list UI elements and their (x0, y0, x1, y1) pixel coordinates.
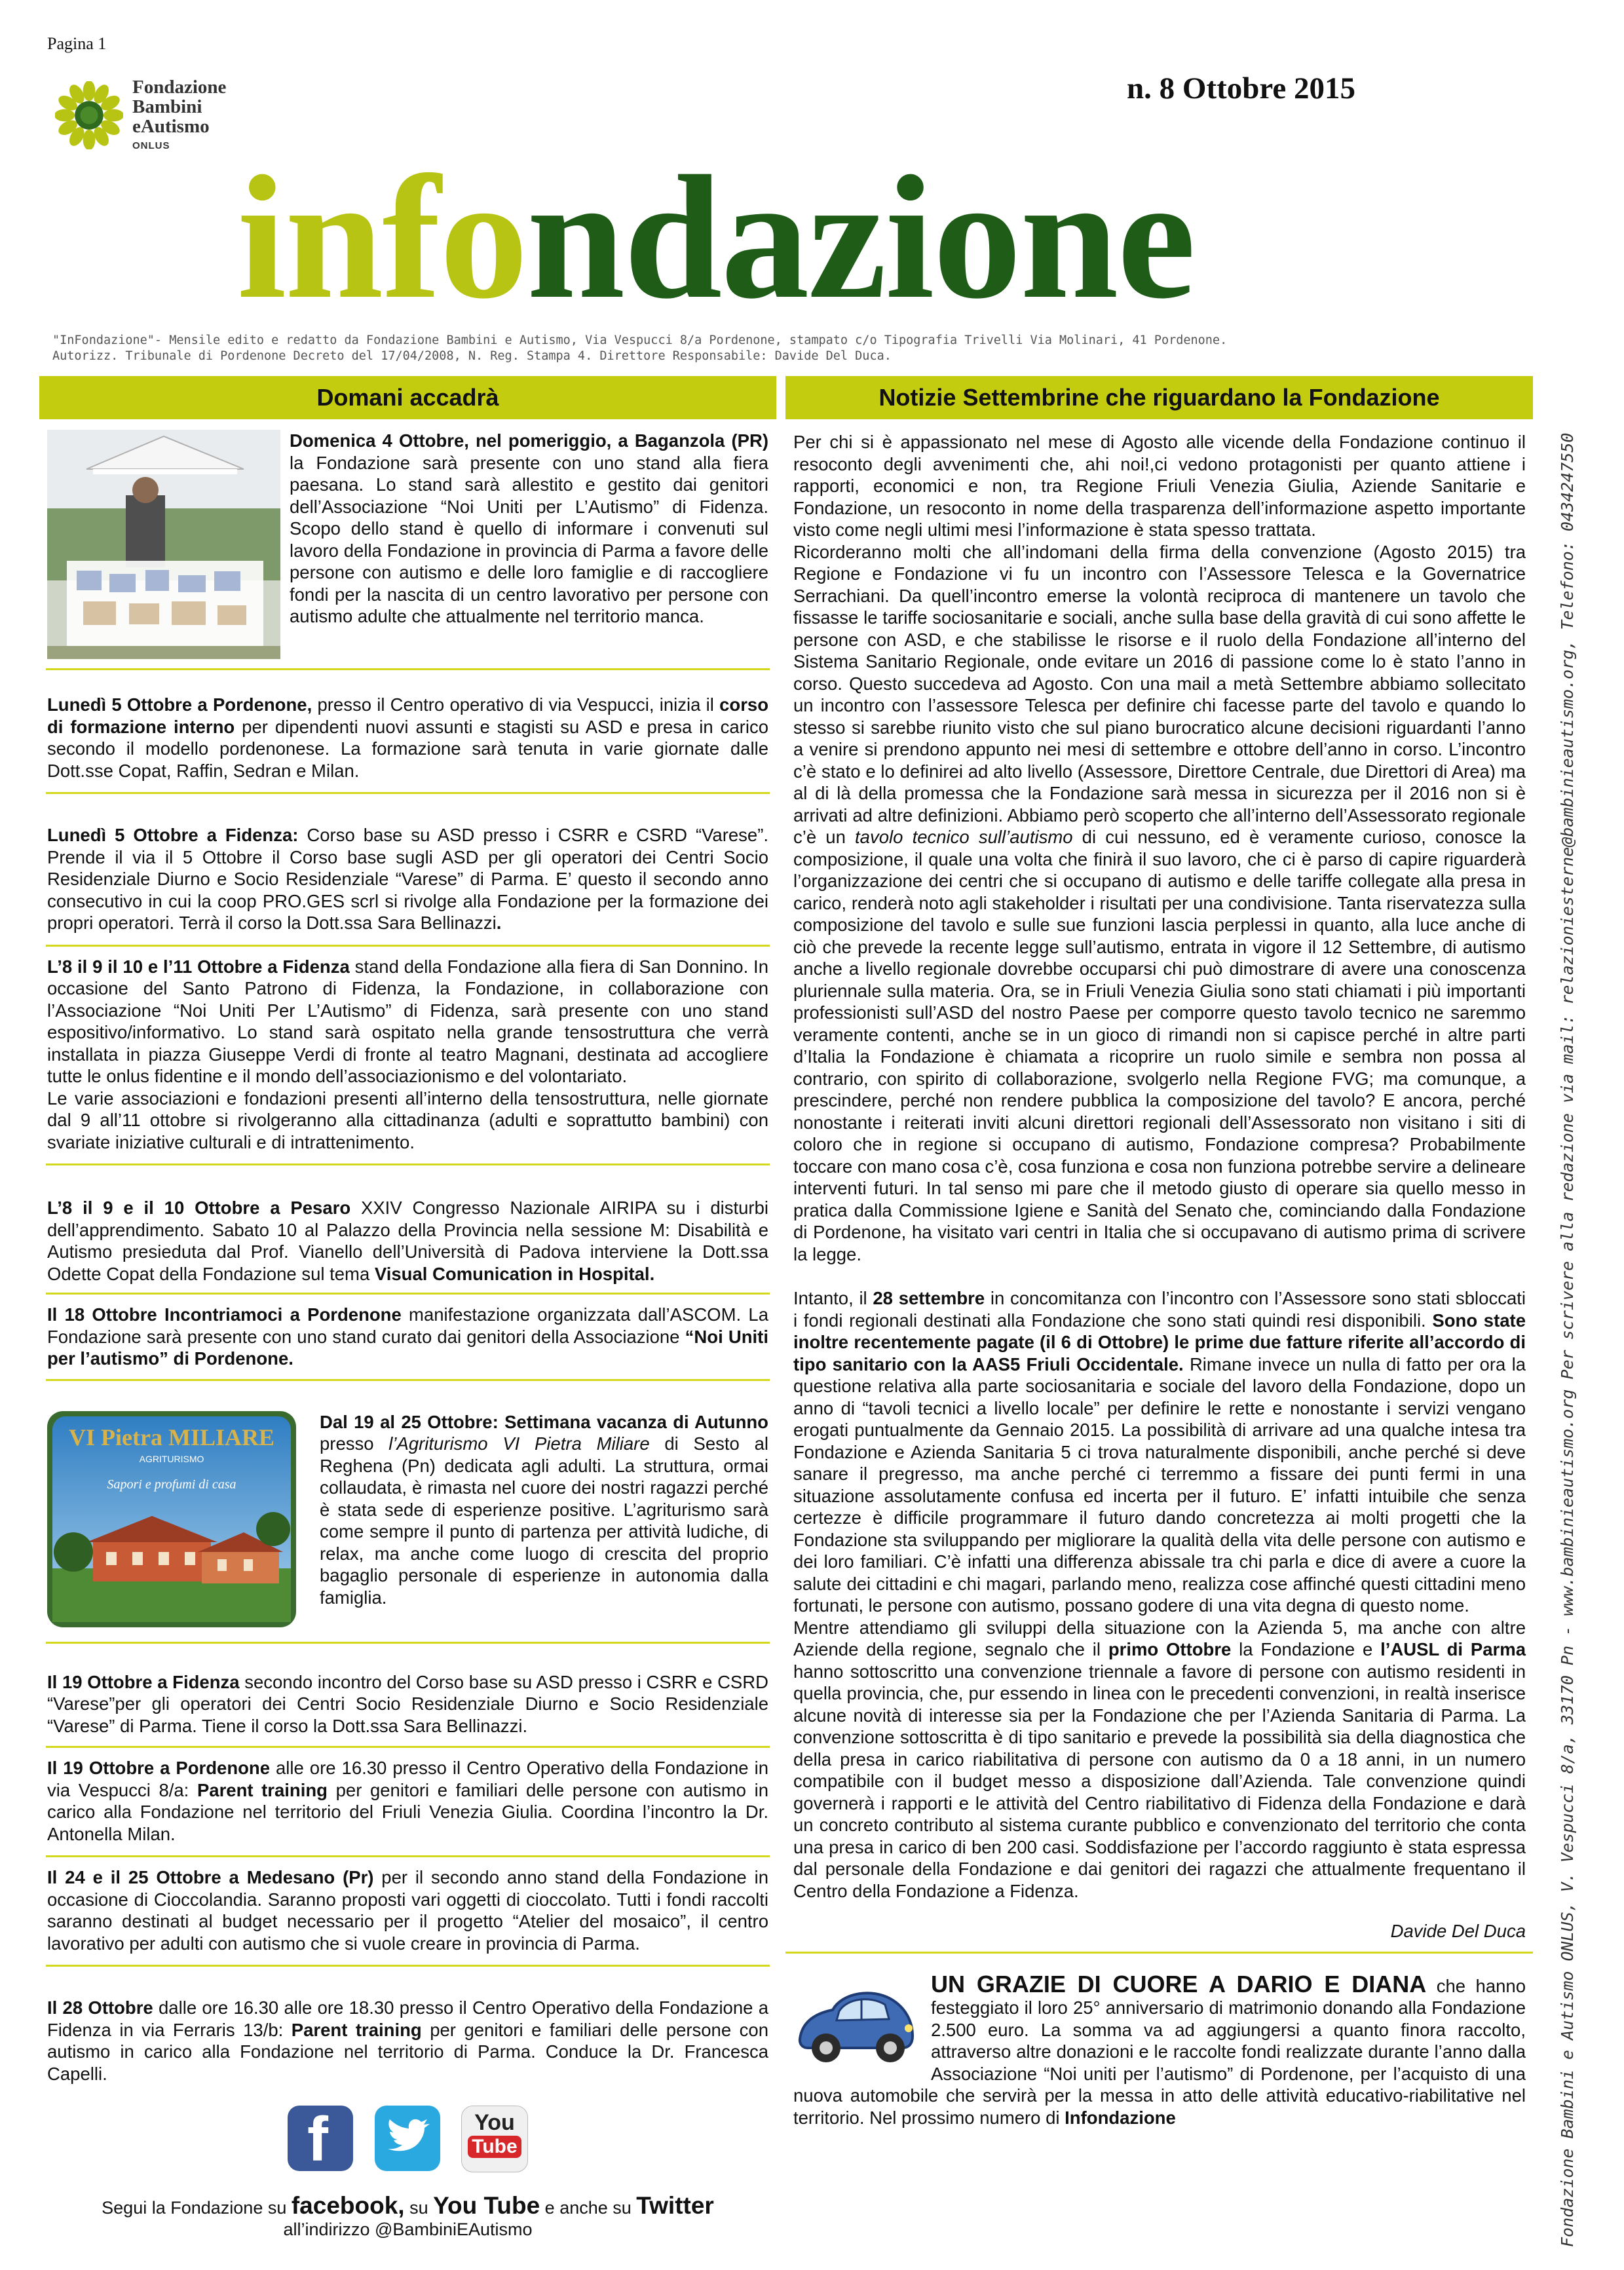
facebook-glyph: f (307, 2104, 329, 2174)
event-4-text-1: stand della Fondazione alla fiera di San Donnino. In occasione del Santo Patrono di Fidenza, la Fondazione, in collaborazione con l’Associazione “Noi Uniti Per L’Autismo” di Fidenza, sarà presente con uno stand espositivo/informativo. Lo stand sarà ospitato nella grande tensostruttura che verrà installata in piazza Giuseppe Verdi di fronte al teatro Magnani, destinata ad accogliere tutte le onlus fidentine e il mondo dell’associazionismo e del volontariato. (47, 956, 768, 1086)
article-october-bold: primo Ottobre (1108, 1639, 1232, 1659)
article-ausl-bold: l’AUSL di Parma (1380, 1639, 1526, 1659)
event-9-heading: Il 19 Ottobre a Pordenone (47, 1758, 271, 1778)
event-11-text-1: dalle ore 16.30 alle ore 18.30 presso il Centro Operativo della Fondazione a Fidenza in via Ferraris 13/b: (47, 1997, 769, 2040)
event-2-heading: Lunedì 5 Ottobre a Pordenone, (47, 694, 312, 715)
colophon (52, 333, 1402, 364)
event-11-bold: Parent training (291, 2019, 422, 2040)
thanks-text: che hanno festeggiato il loro 25° anniversario di matrimonio donando alla Fondazione 2.500 euro. La somma va ad aggiungersi a quanto finora raccolto, attraverso altre donazioni e le raccolte fondi realizzate durante l’anno dalla Associazione “Noi uniti per l’autismo” di Pordenone, per l’acquisto di una nuova automobile che servirà per la messa in atto delle attività educativo-riabilitative nel territorio. Nel prossimo numero di (793, 1975, 1526, 2128)
youtube-top-text: You (474, 2110, 515, 2135)
follow-youtube[interactable]: You Tube (433, 2192, 540, 2219)
event-3-end: . (496, 913, 502, 933)
event-2-text-1: presso il Centro operativo di via Vespucci, inizia il (312, 694, 720, 715)
agriturismo-logo-text: VI Pietra MILIARE (69, 1424, 274, 1450)
event-4-heading: L’8 il 9 il 10 e l’11 Ottobre a Fidenza (47, 956, 350, 977)
page-number: Pagina 1 (47, 34, 107, 53)
event-3-heading: Lunedì 5 Ottobre a Fidenza: (47, 825, 299, 845)
event-5-heading: L’8 il 9 e il 10 Ottobre a Pesaro (47, 1198, 351, 1218)
logo-line-1: Fondazione (132, 77, 227, 98)
event-8-heading: Il 19 Ottobre a Fidenza (47, 1671, 240, 1692)
event-8-text: secondo incontro del Corso base su ASD presso i CSRR e CSRD “Varese”per gli operatori dei Centri Socio Residenziale Diurno e Socio Residenziale “Varese” di Parma. Tiene il corso la Dott.ssa Sara Bellinazzi. (47, 1671, 768, 1736)
article-paragraph-2a: Ricorderanno molti che all’indomani della firma della convenzione (Agosto 2015) tra Regione e Fondazione vi fu un incontro con l’Assessore Telesca e la Governatrice Serrachiani. Da quell’incontro emerse la volontà reciproca di mantenere un tavolo che fissasse le tariffe sociosanitarie e sociali, anche sulla base della gravità di cui sono affette le persone con ASD, e che stabilisse le risorse e il ruolo della Fondazione all’interno del Sistema Sanitario Regionale, onde evitare un 2016 di passione come lo è stato l’anno in corso. Questo succedeva ad Agosto. Con una mail a metà Settembre abbiamo sollecitato un incontro con l’assessore Telesca per definire chi facesse parte del tavolo e quando lo stesso si sarebbe riunito visto che sul piano burocratico alcune decisioni riguardanti l’anno a venire si prendono appunto nei mesi di settembre e ottobre dell’anno in corso. L’incontro c’è stato e lo definirei ad alto livello (Assessore, Direttore Centrale, due Direttori di Area) ma al di là della promessa che la Fondazione sarà messa in sicurezza per il 2016 non si è arrivati ad altre definizioni. Abbiamo però scoperto che all’interno dell’Assessorato regionale c’è un (793, 541, 1526, 847)
article-paragraph-2 (793, 541, 1526, 1266)
twitter-handle: all’indirizzo @BambiniEAutismo (283, 2220, 533, 2239)
article-paragraph-4 (793, 1617, 1526, 1902)
event-7-text-1: presso (320, 1433, 389, 1454)
logo-text (132, 77, 226, 156)
youtube-icon[interactable] (461, 2106, 528, 2172)
separator (46, 792, 770, 794)
stand-photo (47, 430, 280, 659)
separator (46, 945, 770, 947)
facebook-icon[interactable] (288, 2104, 353, 2174)
follow-mid-2: e anche su (540, 2198, 637, 2218)
masthead-title (237, 140, 1195, 335)
event-6-association: “Noi Uniti per l’autismo” di Pordenone. (47, 1326, 768, 1369)
section-header-right: Notizie Settembrine che riguardano la Fondazione (785, 376, 1533, 419)
agriturismo-image (47, 1411, 296, 1627)
agriturismo-subtitle: AGRITURISMO (139, 1453, 204, 1464)
event-9-text-1: alle ore 16.30 presso il Centro Operativo della Fondazione in via Vespucci 8/a: (47, 1758, 768, 1800)
event-3 (39, 824, 776, 934)
follow-mid: su (404, 2198, 434, 2218)
section-header-left: Domani accadrà (39, 376, 776, 419)
follow-us-text (39, 2192, 776, 2240)
sunflower-logo-icon (55, 81, 123, 149)
separator (46, 1746, 770, 1748)
follow-twitter[interactable]: Twitter (636, 2192, 714, 2219)
masthead-part-1: info (237, 140, 527, 335)
colophon-line-1: "InFondazione"- Mensile edito e redatto da Fondazione Bambini e Autismo, Via Vespucci 8/a Pordenone, stampato c/o Tipografia Trivelli Via Molinari, 41 Pordenone. (52, 333, 1228, 347)
article-paragraph-1: Per chi si è appassionato nel mese di Agosto alle vicende della Fondazione continuo il resoconto degli avvenimenti che, ahi noi!,ci vedono protagonisti per quanto attiene i rapporti, economici e non, tra Regione Friuli Venezia Giulia, Aziende Sanitarie e Fondazione, un resoconto in nome della trasparenza dell’informazione aspetto importante visto come negli ultimi mesi l’informazione è stata spesso trattata. (793, 432, 1526, 540)
follow-pre: Segui la Fondazione su (102, 2198, 292, 2218)
event-11-heading: Il 28 Ottobre (47, 1997, 153, 2018)
event-1 (39, 430, 776, 660)
article-paragraph-2b: di cui nessuno, ed è veramente curioso, conosce la composizione, il quale una volta che finirà il suo lavoro, che ci è parso di capire riguarderà l’organizzazione dei centri che si occupano di autismo e delle tariffe collegate alla presa in carico, renderà noto agli stakeholder i risultati per una condivisione. Tanta riservatezza sulla composizione del tavolo e sulle sue funzioni lascia perplessi in quanto, alla luce anche di ciò che prevede la recente legge sull’autismo, entrata in vigore il 12 Settembre, di autismo anche a livello regionale dovrebbe occuparsi chi può dimostrare di avere una conoscenza pluriennale sulla materia. Ora, se in Friuli Venezia Giulia sono stati chiamati i più importanti professionisti sull’ASD del nostro Paese per comporre questo tavolo tecnico ne saremmo veramente contenti, anche se in un gioco di rimandi non si capisce perché in altre parti d’Italia la Fondazione è chiamata a ricoprire un ruolo simile e sembra non possa al contrario, con spirito di collaborazione, svolgerlo nella Regione FVG; ma comunque, a prescindere, perché non rendere pubblica la composizione del tavolo? E ancora, perché nonostante i reiterati inviti alcuni direttori regionali dell’Assessorato non visitano i siti di coloro che in regione si occupano di autismo, Fondazione compresa? Probabilmente toccare con mano cosa c’è, cosa funziona e cosa non funziona potrebbe servire a delineare interventi futuri. In tal senso mi pare che il metodo giusto di operare sia quello messo in pratica dalla Commissione Igiene e Sanità del Senato che, cominciando dalla Fondazione di Pordenone, ha visitato vari centri in Italia che si occupavano di autismo prima di scrivere la legge. (793, 827, 1526, 1264)
event-5-text: XXIV Congresso Nazionale AIRIPA su i disturbi dell’apprendimento. Sabato 10 al Palazzo della Provincia nella sessione M: Disabilità e Autismo presieduta dal Prof. Vianello dell’Università di Padova interviene la Dott.ssa Odette Copat della Fondazione sul tema (47, 1198, 768, 1284)
agriturismo-picture (47, 1411, 296, 1627)
car-icon (793, 1973, 918, 2071)
event-9 (39, 1757, 776, 1845)
separator (46, 668, 770, 670)
event-4-text-2: Le varie associazioni e fondazioni presenti all’interno della tensostruttura, nelle giornate dal 9 all’11 ottobre si rivolgeranno alla cittadinanza (adulti e soprattutto bambini) con svariate iniziative culturali e di intrattenimento. (47, 1088, 768, 1152)
article-technical-table: tavolo tecnico sull’autismo (855, 827, 1073, 847)
separator (46, 1293, 770, 1295)
article-paragraph-3c: Rimane invece un nulla di fatto per ora la questione relativa alla parte sociosanitaria e sociale del lavoro della Fondazione, dopo un anno di “tavoli tecnici a livello locale” per definire le rette e nonostante i servizi vengano erogati puntualmente da Gennaio 2015. La possibilità di arrivare ad una qualche intesa tra Fondazione e Azienda Sanitaria 5 ci trova naturalmente disponibili, anche perché si deve sanare il pregresso, ma anche perché ci terremmo a fissare dei punti fermi in una situazione assolutamente confusa ed incerta per il futuro. E’ infatti intuibile che senza certezze è difficile programmare il futuro dando concretezza ai molti progetti che la Fondazione sta sviluppando per migliorare la qualità della vita delle persone con autismo e dei loro familiari. C’è infatti una differenza abissale tra chi parla e dice di avere a cuore la salute dei cittadini e chi magari, parlando meno, realizza cose affinché questi cittadini meno fortunati, le persone con autismo, possano godere di una vita degna di questo nome. (793, 1353, 1526, 1616)
separator (46, 1965, 770, 1967)
event-6 (39, 1304, 776, 1370)
event-10-text: per il secondo anno stand della Fondazione in occasione di Cioccolandia. Saranno proposti vari oggetti di cioccolato. Tutti i fondi raccolti saranno destinati al budget necessario per il progetto “Atelier del mosaico”, il centro lavorativo per adulti con autismo che si vuole creare in provincia di Parma. (47, 1867, 769, 1954)
article-paragraph-3a: Intanto, il (793, 1288, 873, 1308)
event-5-topic: Visual Comunication in Hospital. (374, 1263, 655, 1284)
vertical-contact-info: Fondazione Bambini e Autismo ONLUS, V. Vespucci 8/a, 33170 Pn - www.bambinieautismo.org Per scrivere alla redazione via mail: relazioniesterne@bambinieautismo.org, Telefono: 0434247550 (1558, 432, 1577, 2247)
event-9-bold: Parent training (197, 1779, 328, 1800)
article-invoices-bold: Sono state inoltre recentemente pagate (il 6 di Ottobre) le prime due fatture riferite all’accordo di tipo sanitario con la AAS5 Friuli Occidentale. (793, 1310, 1526, 1374)
article-paragraph-4b: la Fondazione e (1231, 1639, 1381, 1659)
article-signature: Davide Del Duca (1390, 1921, 1526, 1941)
event-1-heading: Domenica 4 Ottobre, nel pomeriggio, a Baganzola (PR) (290, 430, 768, 451)
event-10 (39, 1866, 776, 1954)
article-paragraph-3 (793, 1287, 1526, 1617)
separator (46, 1642, 770, 1644)
event-2-text-2: per dipendenti nuovi assunti e stagisti su ASD e presa in carico secondo il modello pordenonese. La formazione sarà tenuta in varie giornate dalle Dott.sse Copat, Raffin, Sedran e Milan. (47, 716, 768, 781)
left-column (39, 376, 776, 2240)
foundation-logo (55, 76, 265, 155)
logo-line-2: Bambini (132, 96, 202, 117)
event-9-text-2: per genitori e familiari delle persone con autismo in carico alla Fondazione nel territorio del Friuli Venezia Giulia. Coordina l’incontro la Dr. Antonella Milan. (47, 1779, 769, 1844)
event-2-bold: corso di formazione interno (47, 694, 769, 737)
event-7-text-2: di Sesto al Reghena (Pn) dedicata agli adulti. La struttura, ormai collaudata, è rimasta nel cuore dei nostri ragazzi perché è stata sede di esperienze positive. L’agriturismo sarà come sempre il punto di partenza per attività ludiche, di relax, ma anche come luogo di crescita del proprio bagaglio personale di esperienze in autonomia dalla famiglia. (320, 1433, 768, 1608)
twitter-icon[interactable] (375, 2106, 440, 2171)
separator (46, 1855, 770, 1857)
event-1-text: la Fondazione sarà presente con uno stand alla fiera paesana. Lo stand sarà allestito e gestito dai genitori dell’Associazione “Noi Uniti per L’Autismo” di Fidenza. Scopo dello stand è quello di informare i convenuti sul lavoro della Fondazione in provincia di Parma a favore delle persone con autismo e delle loro famiglie e di raccogliere fondi per la nascita di un centro lavorativo per persone con autismo adulte che attualmente nel territorio manca. (290, 452, 768, 626)
masthead-part-2: ndazione (527, 140, 1195, 335)
article-paragraph-4a: Mentre attendiamo gli sviluppi della situazione con la Azienda 5, ma anche con altre Aziende della regione, segnalo che il (793, 1617, 1526, 1659)
social-icons (39, 2106, 776, 2172)
separator (46, 1379, 770, 1381)
article-paragraph-3b: in concomitanza con l’incontro con l’Assessore sono stati sbloccati i fondi regionali destinati alla Fondazione che sono stati quindi resi disponibili. (793, 1288, 1526, 1331)
event-7-heading: Dal 19 al 25 Ottobre: Settimana vacanza di Autunno (320, 1411, 768, 1432)
thanks-title: UN GRAZIE DI CUORE A DARIO E DIANA (931, 1970, 1427, 1997)
separator (785, 1952, 1533, 1954)
stand-photo-image (47, 430, 280, 659)
colophon-line-2: Autorizz. Tribunale di Pordenone Decreto del 17/04/2008, N. Reg. Stampa 4. Direttore Responsabile: Davide Del Duca. (52, 349, 892, 363)
right-column (776, 376, 1543, 2128)
event-10-heading: Il 24 e il 25 Ottobre a Medesano (Pr) (47, 1867, 374, 1887)
event-11-text-2: per genitori e familiari delle persone con autismo in carico alla Fondazione nel territorio di Parma. Conduce la Dr. Francesca Capelli. (47, 2019, 768, 2084)
article-paragraph-4c: hanno sottoscritto una convenzione triennale a favore di persone con autismo residenti in quella provincia, che, pur essendo in linea con le precedenti convenzioni, in realtà inserisce alcune novità di interesse sia per la Fondazione che per l’Azienda Sanitaria di Parma. La convenzione sottoscritta è di tipo sanitario e prevede la possibilità sia della diagnostica che della presa in carico riabilitativa di persone con autismo da 0 a 18 anni, in un numero compatibile con il budget messo a disposizione dall’Azienda. Tale convenzione quindi governerà i rapporti e le attività del Centro riabilitativo di Fidenza della Fondazione e darà un concreto contributo al sistema curante pubblico e convenzionato del territorio che conta una presa in carico di ben 200 casi. Soddisfazione per l’accordo raggiunto è stata espressa dal personale della Fondazione e dai genitori dei ragazzi che attualmente frequentano il Centro della Fondazione a Fidenza. (793, 1661, 1526, 1901)
event-2 (39, 694, 776, 782)
article-date-bold: 28 settembre (873, 1288, 985, 1308)
logo-line-3: eAutismo (132, 116, 210, 137)
logo-onlus: ONLUS (132, 140, 170, 151)
agriturismo-tagline: Sapori e profumi di casa (107, 1477, 236, 1492)
twitter-bird-icon (375, 2106, 440, 2171)
event-3-text: Corso base su ASD presso i CSRR e CSRD “Varese”. Prende il via il 5 Ottobre il Corso base sugli ASD per gli operatori dei Centri Socio Residenziale Diurno e Socio Residenziale “Varese” di Parma. E’ questo il secondo anno consecutivo in cui la coop PRO.GES scrl si rivolge alla Fondazione per la formazione dei propri operatori. Terrà il corso la Dott.ssa Sara Bellinazzi (47, 825, 768, 933)
thanks-box (776, 1970, 1543, 2129)
event-8 (39, 1671, 776, 1737)
thanks-bold: Infondazione (1065, 2107, 1176, 2128)
event-7-venue: l’Agriturismo VI Pietra Miliare (388, 1433, 650, 1454)
event-11 (39, 1997, 776, 2085)
article-body (776, 431, 1543, 1942)
youtube-bottom-text: Tube (468, 2136, 521, 2158)
follow-facebook[interactable]: facebook, (291, 2192, 405, 2219)
separator (46, 1163, 770, 1165)
event-5 (39, 1197, 776, 1285)
event-7 (39, 1411, 776, 1631)
event-6-heading: Il 18 Ottobre Incontriamoci a Pordenone (47, 1304, 402, 1325)
issue-number: n. 8 Ottobre 2015 (1127, 71, 1356, 105)
event-6-text: manifestazione organizzata dall’ASCOM. La Fondazione sarà presente con uno stand curato dai genitori della Associazione (47, 1304, 768, 1347)
event-4 (39, 956, 776, 1154)
